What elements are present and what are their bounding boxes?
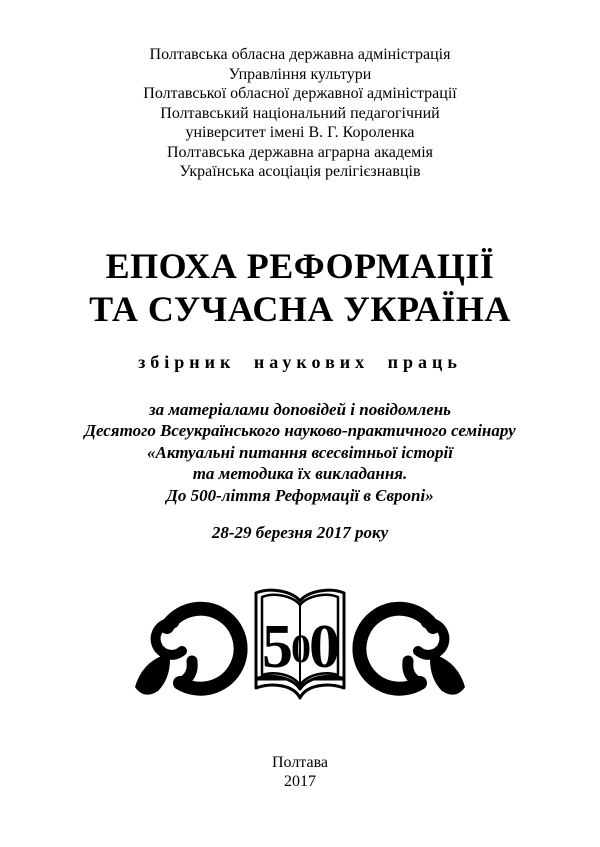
org-line: Управління культури <box>228 65 372 83</box>
open-book-icon <box>256 590 344 698</box>
organizations <box>0 0 600 182</box>
seminar-description <box>0 399 600 507</box>
emblem-graphic <box>130 585 470 715</box>
org-line: Українська асоціація релігієзнавців <box>179 163 421 180</box>
description-line: Десятого Всеукраїнського науково-практичного семінару <box>84 421 516 440</box>
anniversary-emblem <box>0 585 600 715</box>
imprint-year: 2017 <box>284 773 316 790</box>
book-title-line-1: ЕПОХА РЕФОРМАЦІЇ <box>105 245 495 286</box>
flourish-right-icon <box>359 609 465 695</box>
flourish-left-icon <box>135 609 241 695</box>
event-date: 28-29 березня 2017 року <box>211 523 389 542</box>
description-line: та методика їх викладання. <box>192 464 408 483</box>
subtitle: збірник наукових праць <box>138 351 462 372</box>
book-title <box>0 245 600 331</box>
description-line: за матеріалами доповідей і повідомлень <box>149 399 451 419</box>
description-line: «Актуальні питання всесвітньої історії <box>147 442 453 462</box>
org-line: Полтавська державна аграрна академія <box>166 143 434 161</box>
org-line: Полтавський національний педагогічний <box>160 104 440 122</box>
imprint-city: Полтава <box>271 754 329 771</box>
digits-500: 500 <box>262 613 338 681</box>
org-line: Полтавської обласної державної адміністрації <box>143 85 457 102</box>
description-line: До 500-ліття Реформації в Європі» <box>166 485 434 505</box>
org-line: університет імені В. Г. Короленка <box>185 124 415 141</box>
imprint <box>0 753 600 791</box>
book-title-line-2: ТА СУЧАСНА УКРАЇНА <box>89 288 511 329</box>
org-line: Полтавська обласна державна адміністрація <box>149 46 451 63</box>
